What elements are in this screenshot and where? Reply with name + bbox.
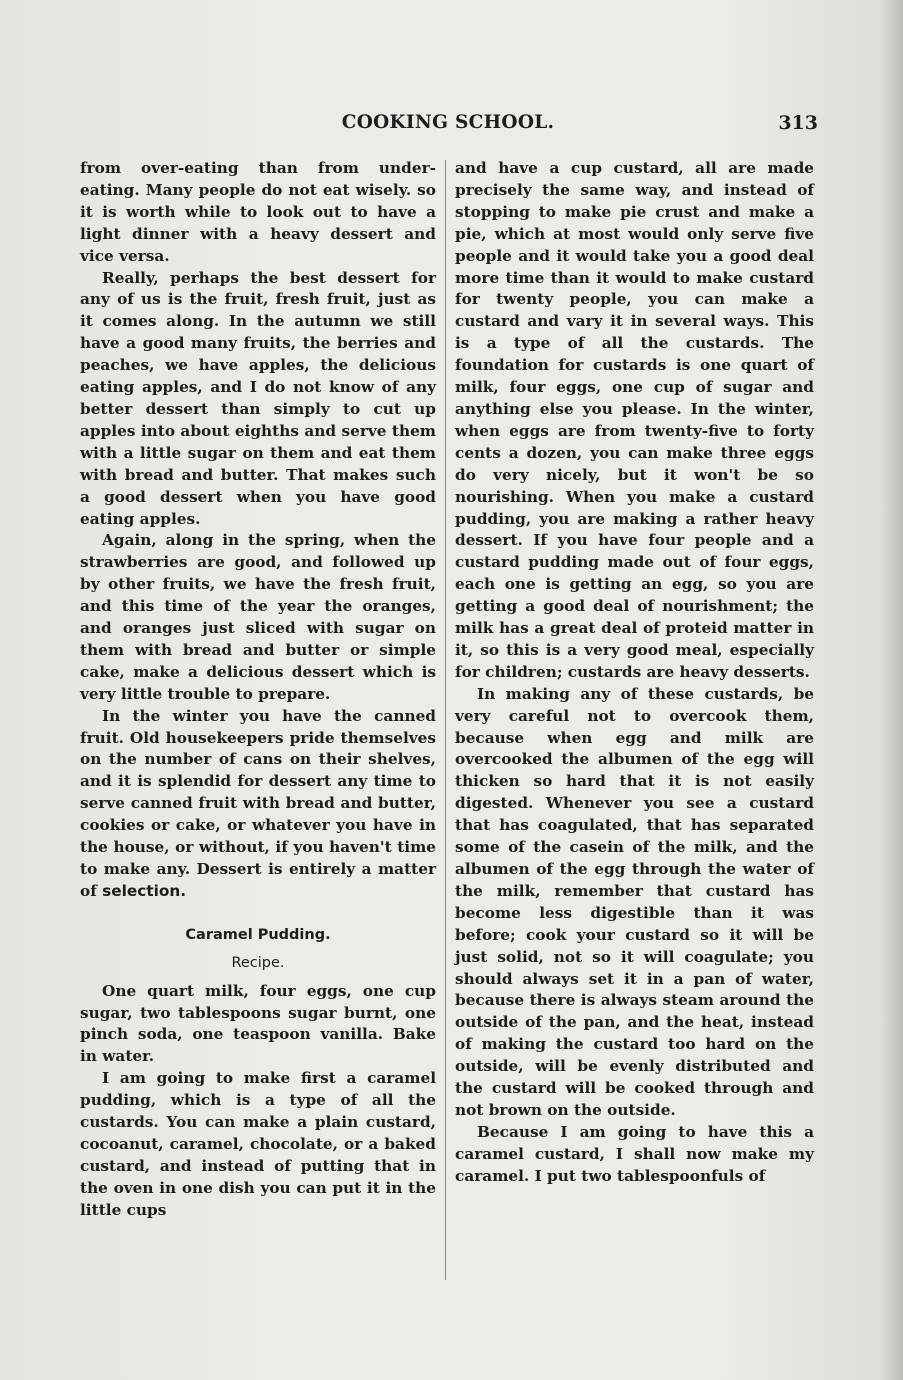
paragraph-text: In the winter you have the canned fruit. Old housekeepers pride themselves on the number of cans on their shelves, and it is splendid for dessert any time to serve canned fruit with bread and butter, cookies or cake, or whatever you have in the house, or without, if you haven't time to make any. Dessert is entirely a matter of (80, 706, 436, 900)
paragraph: In making any of these custards, be very careful not to overcook them, because when egg and milk are overcooked the albumen of the egg will thicken so hard that it is not easily digested. Whenever you see a custard that has coagulated, that has separated some of the casein of the milk, and the albumen of the egg through the water of the milk, remember that custard has become less digestible than it was before; cook your custard so it will be just solid, not so it will coagulate; you should always set it in a pan of water, because there is always steam around the outside of the pan, and the heat, instead of making the custard too hard on the outside, will be evenly distributed and the custard will be cooked through and not brown on the outside. (455, 684, 814, 1119)
paragraph: from over-eating than from under-eating. Many people do not eat wisely. so it is worth while to look out to have a light dinner with a heavy dessert and vice versa. (80, 159, 436, 265)
paragraph (80, 706, 436, 903)
section-heading: Caramel Pudding. (185, 926, 331, 943)
paragraph: I am going to make first a caramel pudding, which is a type of all the custards. You can make a plain custard, cocoanut, caramel, chocolate, or a baked custard, and instead of putting that in the oven in one dish you can put it in the little cups (80, 1069, 436, 1219)
paragraph: Because I am going to have this a caramel custard, I shall now make my caramel. I put two tablespoonfuls of (455, 1122, 814, 1185)
section-subheading: Recipe. (231, 954, 285, 971)
paragraph: Really, perhaps the best dessert for any of us is the fruit, fresh fruit, just as it comes along. In the autumn we still have a good many fruits, the berries and peaches, we have apples, the delicious eating apples, and I do not know of any better dessert than simply to cut up apples into about eighths and serve them with a little sugar on them and eat them with bread and butter. That makes such a good dessert when you have good eating apples. (80, 268, 436, 528)
page-number: 313 (778, 112, 818, 134)
recipe-paragraph: One quart milk, four eggs, one cup sugar, two tablespoons sugar burnt, one pinch soda, one teaspoon vanilla. Bake in water. (80, 981, 436, 1066)
column-divider (445, 160, 446, 1280)
right-column (455, 158, 814, 1188)
page-edge-shadow (881, 0, 903, 1380)
paragraph-end-word: selection. (102, 881, 187, 900)
page-header (78, 112, 818, 142)
paragraph: Again, along in the spring, when the strawberries are good, and followed up by other fruits, we have the fresh fruit, and this time of the year the oranges, and oranges just sliced with sugar on them with bread and butter or simple cake, make a delicious dessert which is very little trouble to prepare. (80, 531, 436, 703)
paragraph: and have a cup custard, all are made precisely the same way, and instead of stopping to make pie crust and make a pie, which at most would only serve five people and it would take you a good deal more time than it would to make custard for twenty people, you can make a custard and vary it in several ways. This is a type of all the custards. The foundation for custards is one quart of milk, four eggs, one cup of sugar and anything else you please. In the winter, when eggs are from twenty-five to forty cents a dozen, you can make three eggs do very nicely, but it won't be so nourishing. When you make a custard pudding, you are making a rather heavy dessert. If you have four people and a custard pudding made out of four eggs, each one is getting an egg, so you are getting a good deal of nourishment; the milk has a great deal of proteid matter in it, so this is a very good meal, especially for children; custards are heavy desserts. (455, 159, 814, 681)
running-head: COOKING SCHOOL. (341, 112, 555, 133)
left-column (80, 158, 436, 1222)
